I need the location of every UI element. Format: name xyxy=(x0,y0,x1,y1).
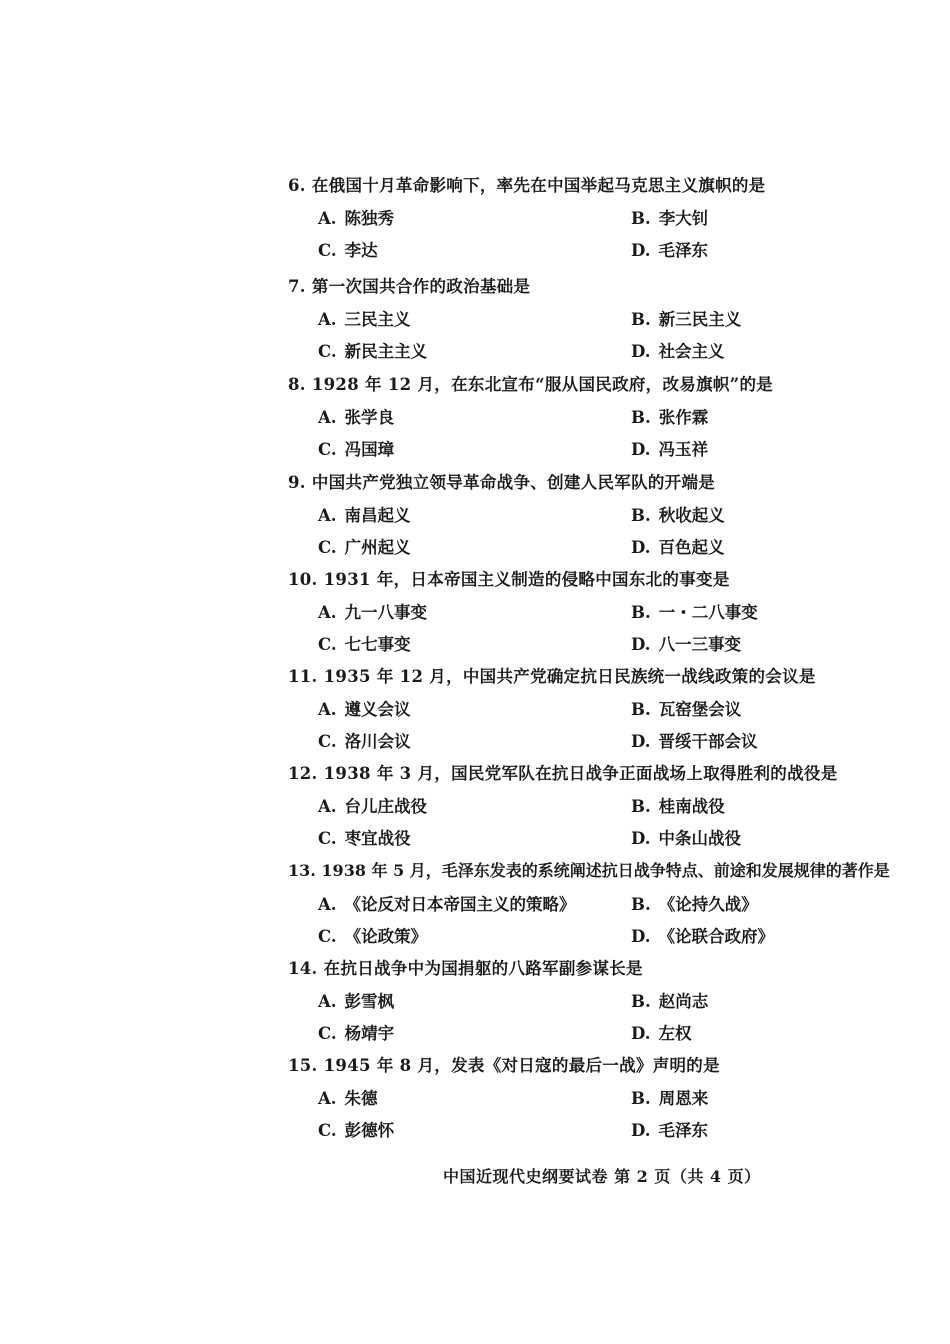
option-a: A. 陈独秀 xyxy=(318,209,395,228)
question-stem xyxy=(288,172,765,196)
option-c: C. 冯国璋 xyxy=(318,440,395,459)
question-stem xyxy=(288,273,530,297)
option-a: A. 遵义会议 xyxy=(318,700,411,719)
question-stem xyxy=(288,371,773,395)
option-a: A. 朱德 xyxy=(318,1089,378,1108)
option-b: B. 张作霖 xyxy=(631,408,709,427)
question-11 xyxy=(0,663,950,759)
option-a: A. 张学良 xyxy=(318,408,395,427)
option-b: B. 秋收起义 xyxy=(631,506,725,525)
option-d: D. 毛泽东 xyxy=(631,1121,708,1140)
question-text: 1938 年 3 月，国民党军队在抗日战争正面战场上取得胜利的战役是 xyxy=(323,764,838,783)
question-number: 8. xyxy=(288,375,306,394)
question-number: 7. xyxy=(288,277,306,296)
option-d: D. 毛泽东 xyxy=(631,241,708,260)
question-stem xyxy=(288,566,730,590)
option-d: D. 晋绥干部会议 xyxy=(631,732,758,751)
option-d: D. 社会主义 xyxy=(631,342,725,361)
option-c: C. 新民主主义 xyxy=(318,342,428,361)
question-7 xyxy=(0,273,950,369)
question-8 xyxy=(0,371,950,467)
option-c: C. 彭德怀 xyxy=(318,1121,395,1140)
question-13 xyxy=(0,858,950,954)
option-b: B. 瓦窑堡会议 xyxy=(631,700,742,719)
option-a: A. 台儿庄战役 xyxy=(318,797,428,816)
question-stem xyxy=(288,663,816,687)
question-number: 6. xyxy=(288,176,306,195)
question-number: 10. xyxy=(288,570,318,589)
question-stem xyxy=(288,469,715,493)
option-d: D. 中条山战役 xyxy=(631,829,741,848)
option-b: B. 《论持久战》 xyxy=(631,895,758,914)
option-c: C. 洛川会议 xyxy=(318,732,411,751)
option-c: C. 七七事变 xyxy=(318,635,411,654)
option-b: B. 周恩来 xyxy=(631,1089,709,1108)
question-stem xyxy=(288,760,838,784)
option-c: C. 李达 xyxy=(318,241,378,260)
question-text: 在抗日战争中为国捐躯的八路军副参谋长是 xyxy=(323,959,643,978)
option-c: C. 杨靖宇 xyxy=(318,1024,395,1043)
question-stem xyxy=(288,858,890,881)
option-c: C. 《论政策》 xyxy=(318,927,428,946)
question-text: 1931 年，日本帝国主义制造的侵略中国东北的事变是 xyxy=(323,570,730,589)
question-number: 11. xyxy=(288,667,318,686)
question-stem xyxy=(288,1052,720,1076)
option-a: A. 三民主义 xyxy=(318,310,411,329)
page-footer: 中国近现代史纲要试卷 第 2 页（共 4 页） xyxy=(443,1167,761,1186)
option-a: A. 彭雪枫 xyxy=(318,992,395,1011)
question-number: 9. xyxy=(288,473,306,492)
option-a: A. 《论反对日本帝国主义的策略》 xyxy=(318,895,576,914)
option-c: C. 枣宜战役 xyxy=(318,829,411,848)
option-d: D. 冯玉祥 xyxy=(631,440,708,459)
question-6 xyxy=(0,172,950,268)
option-b: B. 赵尚志 xyxy=(631,992,709,1011)
option-b: B. 桂南战役 xyxy=(631,797,725,816)
question-number: 14. xyxy=(288,959,318,978)
question-number: 13. xyxy=(288,861,316,880)
question-text: 1938 年 5 月，毛泽东发表的系统阐述抗日战争特点、前途和发展规律的著作是 xyxy=(321,861,890,880)
option-b: B. 李大钊 xyxy=(631,209,709,228)
question-15 xyxy=(0,1052,950,1148)
option-b: B. 新三民主义 xyxy=(631,310,742,329)
option-a: A. 南昌起义 xyxy=(318,506,411,525)
option-a: A. 九一八事变 xyxy=(318,603,428,622)
question-14 xyxy=(0,955,950,1051)
question-number: 12. xyxy=(288,764,318,783)
question-9 xyxy=(0,469,950,565)
question-text: 第一次国共合作的政治基础是 xyxy=(311,277,531,296)
question-stem xyxy=(288,955,643,979)
question-number: 15. xyxy=(288,1056,318,1075)
option-d: D. 八一三事变 xyxy=(631,635,741,654)
option-d: D. 左权 xyxy=(631,1024,692,1043)
question-text: 在俄国十月革命影响下，率先在中国举起马克思主义旗帜的是 xyxy=(311,176,766,195)
question-text: 1935 年 12 月，中国共产党确定抗日民族统一战线政策的会议是 xyxy=(323,667,816,686)
option-b: B. 一・二八事变 xyxy=(631,603,758,622)
option-c: C. 广州起义 xyxy=(318,538,411,557)
option-d: D. 百色起义 xyxy=(631,538,725,557)
question-text: 1928 年 12 月，在东北宣布“服从国民政府，改易旗帜”的是 xyxy=(311,375,774,394)
question-10 xyxy=(0,566,950,662)
question-text: 中国共产党独立领导革命战争、创建人民军队的开端是 xyxy=(311,473,716,492)
option-d: D. 《论联合政府》 xyxy=(631,927,774,946)
question-12 xyxy=(0,760,950,856)
question-text: 1945 年 8 月，发表《对日寇的最后一战》声明的是 xyxy=(323,1056,720,1075)
